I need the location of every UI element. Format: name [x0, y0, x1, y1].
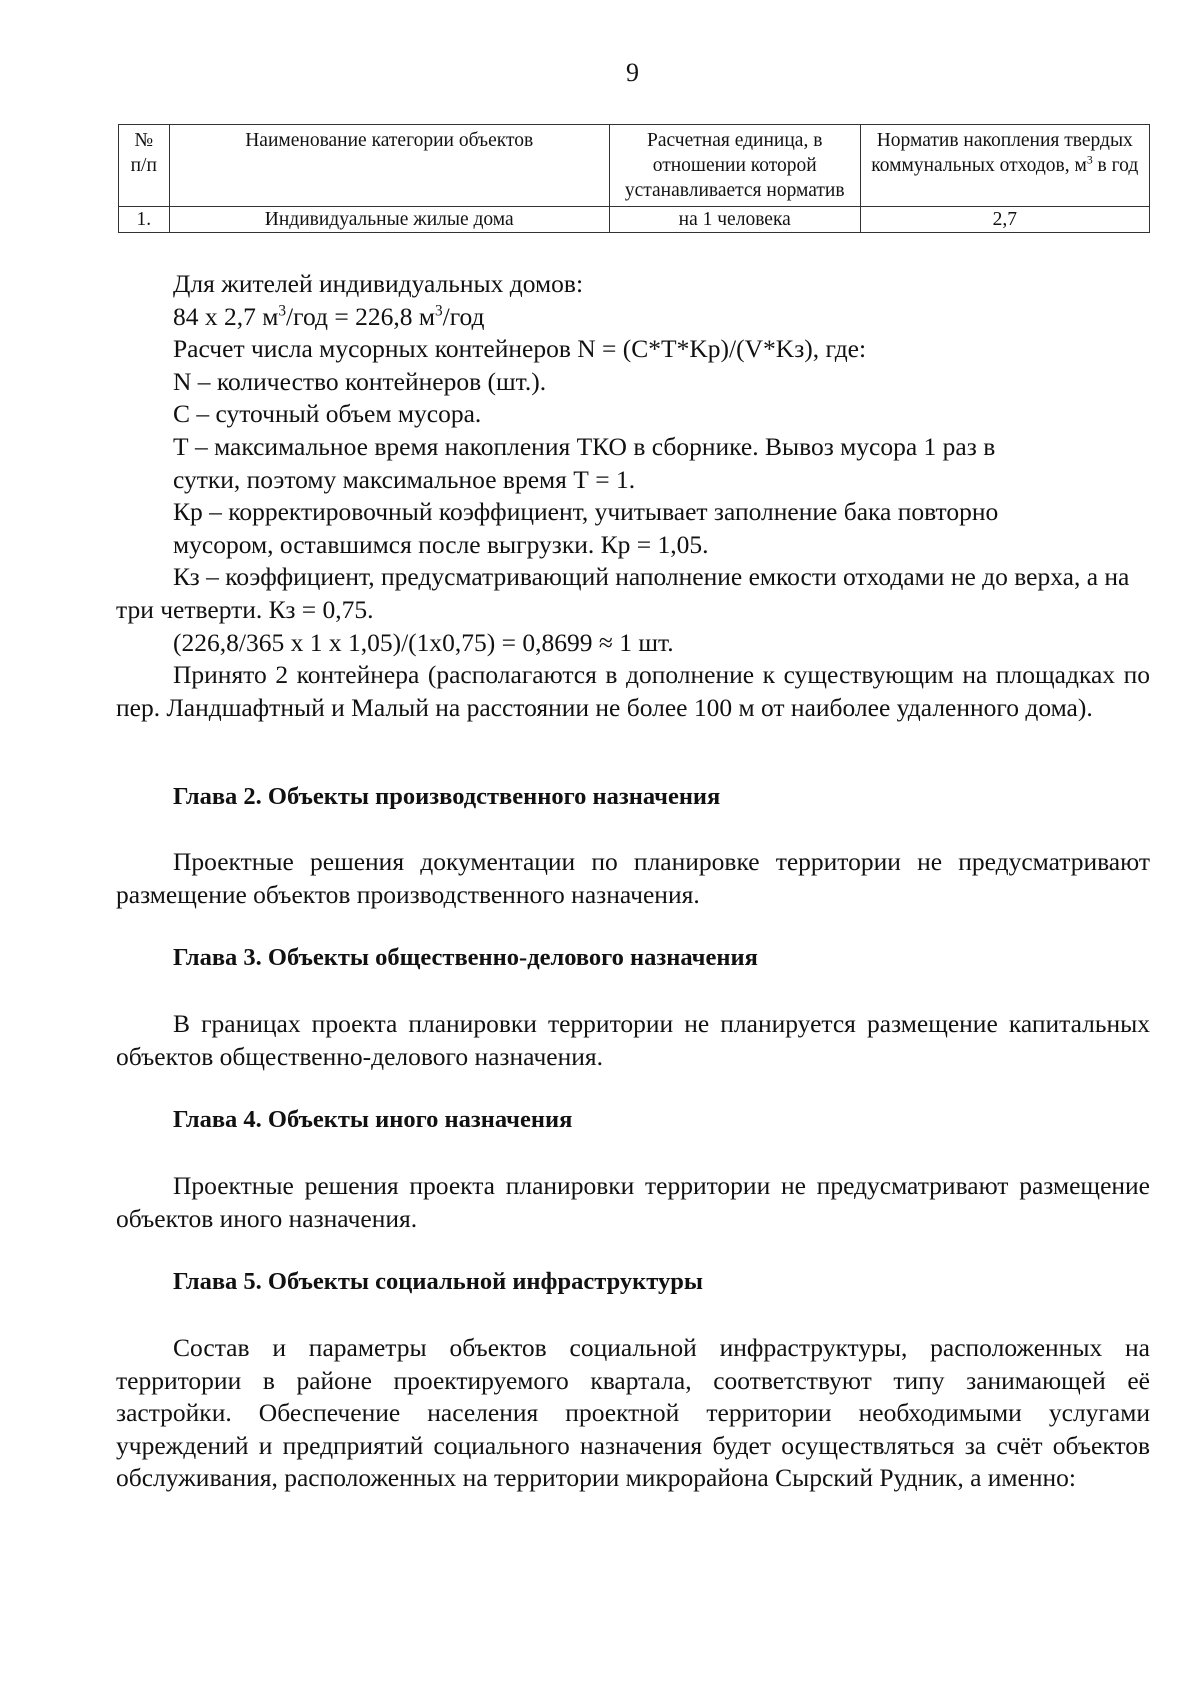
- chapter-2-body: [116, 846, 1150, 911]
- waste-norm-table: [118, 124, 1150, 233]
- chapter-5-body: [116, 1332, 1150, 1495]
- calc-sup-2: 3: [434, 302, 443, 320]
- calc-line-2c: /год: [442, 301, 485, 331]
- header-norm-sup: 3: [1086, 153, 1093, 167]
- chapter-5-text: Состав и параметры объектов социальной инфраструктуры, расположенных на территории в районе проектируемого квартала, соответствуют типу занимающей её застройки. Обеспечение населения проектной территории необходимыми услугами учреждений и предприятий социального назначения будет осуществляться за счёт объектов обслуживания, расположенных на территории микрорайона Сырский Рудник, а именно:: [116, 1333, 1150, 1493]
- chapter-3-body: [116, 1008, 1150, 1073]
- calc-sup-1: 3: [278, 302, 287, 320]
- header-norm-text: Норматив накопления твердых коммунальных отходов, м: [871, 130, 1133, 176]
- header-unit: Расчетная единица, в отношении которой устанавливается норматив: [609, 125, 860, 207]
- page-number: 9: [626, 58, 639, 87]
- calc-line-10: Принято 2 контейнера (располагаются в дополнение к существующим на площадках по пер. Ландшафтный и Малый на расстоянии не более 100 м от наиболее удаленного дома).: [116, 660, 1150, 722]
- calc-line-4: N – количество контейнеров (шт.).: [173, 366, 547, 396]
- chapter-4-body: [116, 1170, 1150, 1235]
- chapter-2-title: Глава 2. Объекты производственного назначения: [173, 783, 721, 810]
- calc-line-2a: 84 х 2,7 м: [173, 301, 279, 331]
- calculation-block: [116, 268, 1150, 724]
- chapter-5-title: Глава 5. Объекты социальной инфраструктуры: [173, 1268, 703, 1295]
- cell-norm: 2,7: [860, 207, 1149, 233]
- calc-line-9: (226,8/365 х 1 х 1,05)/(1х0,75) = 0,8699 ≈ 1 шт.: [173, 627, 674, 657]
- cell-category: Индивидуальные жилые дома: [169, 207, 609, 233]
- table-row: [119, 207, 1150, 233]
- calc-line-5: С – суточный объем мусора.: [173, 399, 482, 429]
- calc-line-8: Кз – коэффициент, предусматривающий наполнение емкости отходами не до верха, а на три четверти. Кз = 0,75.: [116, 562, 1130, 624]
- calc-line-7: Кр – корректировочный коэффициент, учитывает заполнение бака повторно мусором, оставшимся после выгрузки. Кр = 1,05.: [173, 497, 999, 559]
- header-norm: [860, 125, 1149, 207]
- header-category: Наименование категории объектов: [169, 125, 609, 207]
- table-header-row: [119, 125, 1150, 207]
- header-number: № п/п: [119, 125, 170, 207]
- chapter-3-text: В границах проекта планировки территории не планируется размещение капитальных объектов общественно-делового назначения.: [116, 1009, 1150, 1071]
- calc-line-2b: /год = 226,8 м: [286, 301, 435, 331]
- calc-line-2: [116, 301, 1150, 334]
- calc-line-3: Расчет числа мусорных контейнеров N = (C*T*Kp)/(V*Kз), где:: [173, 334, 867, 364]
- cell-unit: на 1 человека: [609, 207, 860, 233]
- chapter-3-title: Глава 3. Объекты общественно-делового назначения: [173, 944, 758, 971]
- chapter-4-title: Глава 4. Объекты иного назначения: [173, 1106, 573, 1133]
- header-norm-tail: в год: [1092, 155, 1139, 176]
- calc-line-6: Т – максимальное время накопления ТКО в сборнике. Вывоз мусора 1 раз в сутки, поэтому максимальное время Т = 1.: [173, 431, 996, 494]
- cell-number: 1.: [119, 207, 170, 233]
- chapter-2-text: Проектные решения документации по планировке территории не предусматривают размещение объектов производственного назначения.: [116, 847, 1150, 909]
- calc-line-1: Для жителей индивидуальных домов:: [173, 269, 584, 298]
- chapter-4-text: Проектные решения проекта планировки территории не предусматривают размещение объектов иного назначения.: [116, 1171, 1150, 1233]
